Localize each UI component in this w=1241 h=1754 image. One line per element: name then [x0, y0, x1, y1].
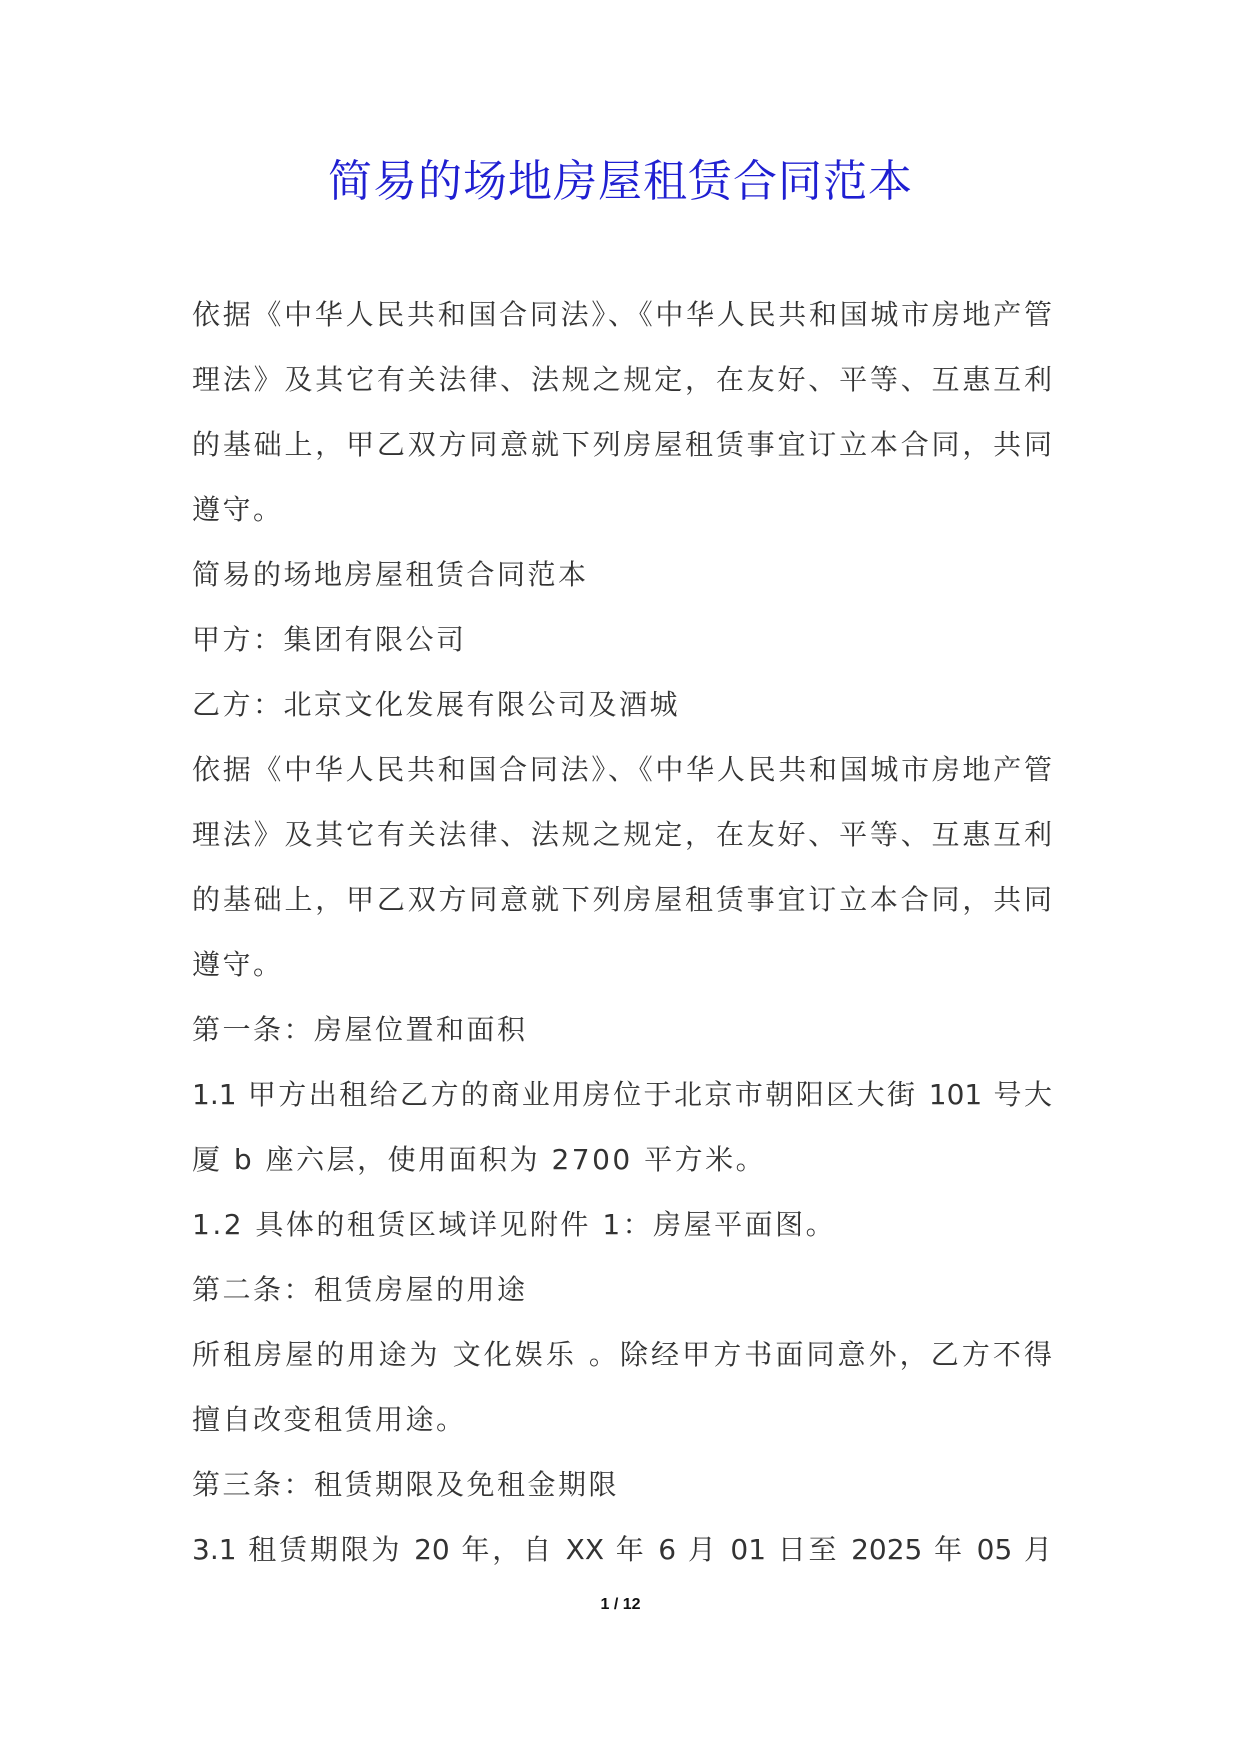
section-heading: 第三条：租赁期限及免租金期限	[192, 1468, 620, 1501]
body-line: 的基础上，甲乙双方同意就下列房屋租赁事宜订立本合同，共同	[192, 428, 1052, 461]
body-line: 遵守。	[192, 948, 284, 981]
document-title: 简易的场地房屋租赁合同范本	[328, 156, 913, 207]
body-line: 甲方：集团有限公司	[192, 623, 467, 656]
body-line: 理法》及其它有关法律、法规之规定，在友好、平等、互惠互利	[192, 818, 1052, 851]
section-heading: 第二条：租赁房屋的用途	[192, 1273, 528, 1306]
body-line: 所租房屋的用途为 文化娱乐 。除经甲方书面同意外，乙方不得	[192, 1338, 1052, 1371]
body-line: 乙方：北京文化发展有限公司及酒城	[192, 688, 681, 721]
body-line: 依据《中华人民共和国合同法》、《中华人民共和国城市房地产管	[192, 298, 1052, 331]
body-line: 1.2 具体的租赁区域详见附件 1：房屋平面图。	[192, 1208, 837, 1241]
document-body	[192, 282, 1052, 1582]
body-line: 擅自改变租赁用途。	[192, 1403, 467, 1436]
body-line: 的基础上，甲乙双方同意就下列房屋租赁事宜订立本合同，共同	[192, 883, 1052, 916]
page-number: 1 / 12	[600, 1596, 641, 1613]
body-line: 厦 b 座六层，使用面积为 2700 平方米。	[192, 1143, 767, 1176]
body-line: 简易的场地房屋租赁合同范本	[192, 558, 589, 591]
body-line: 遵守。	[192, 493, 284, 526]
body-line: 依据《中华人民共和国合同法》、《中华人民共和国城市房地产管	[192, 753, 1052, 786]
body-line: 3.1 租赁期限为 20 年，自 XX 年 6 月 01 日至 2025 年 05 月	[192, 1533, 1052, 1566]
body-line: 理法》及其它有关法律、法规之规定，在友好、平等、互惠互利	[192, 363, 1052, 396]
section-heading: 第一条：房屋位置和面积	[192, 1013, 528, 1046]
body-line: 1.1 甲方出租给乙方的商业用房位于北京市朝阳区大街 101 号大	[192, 1078, 1052, 1111]
